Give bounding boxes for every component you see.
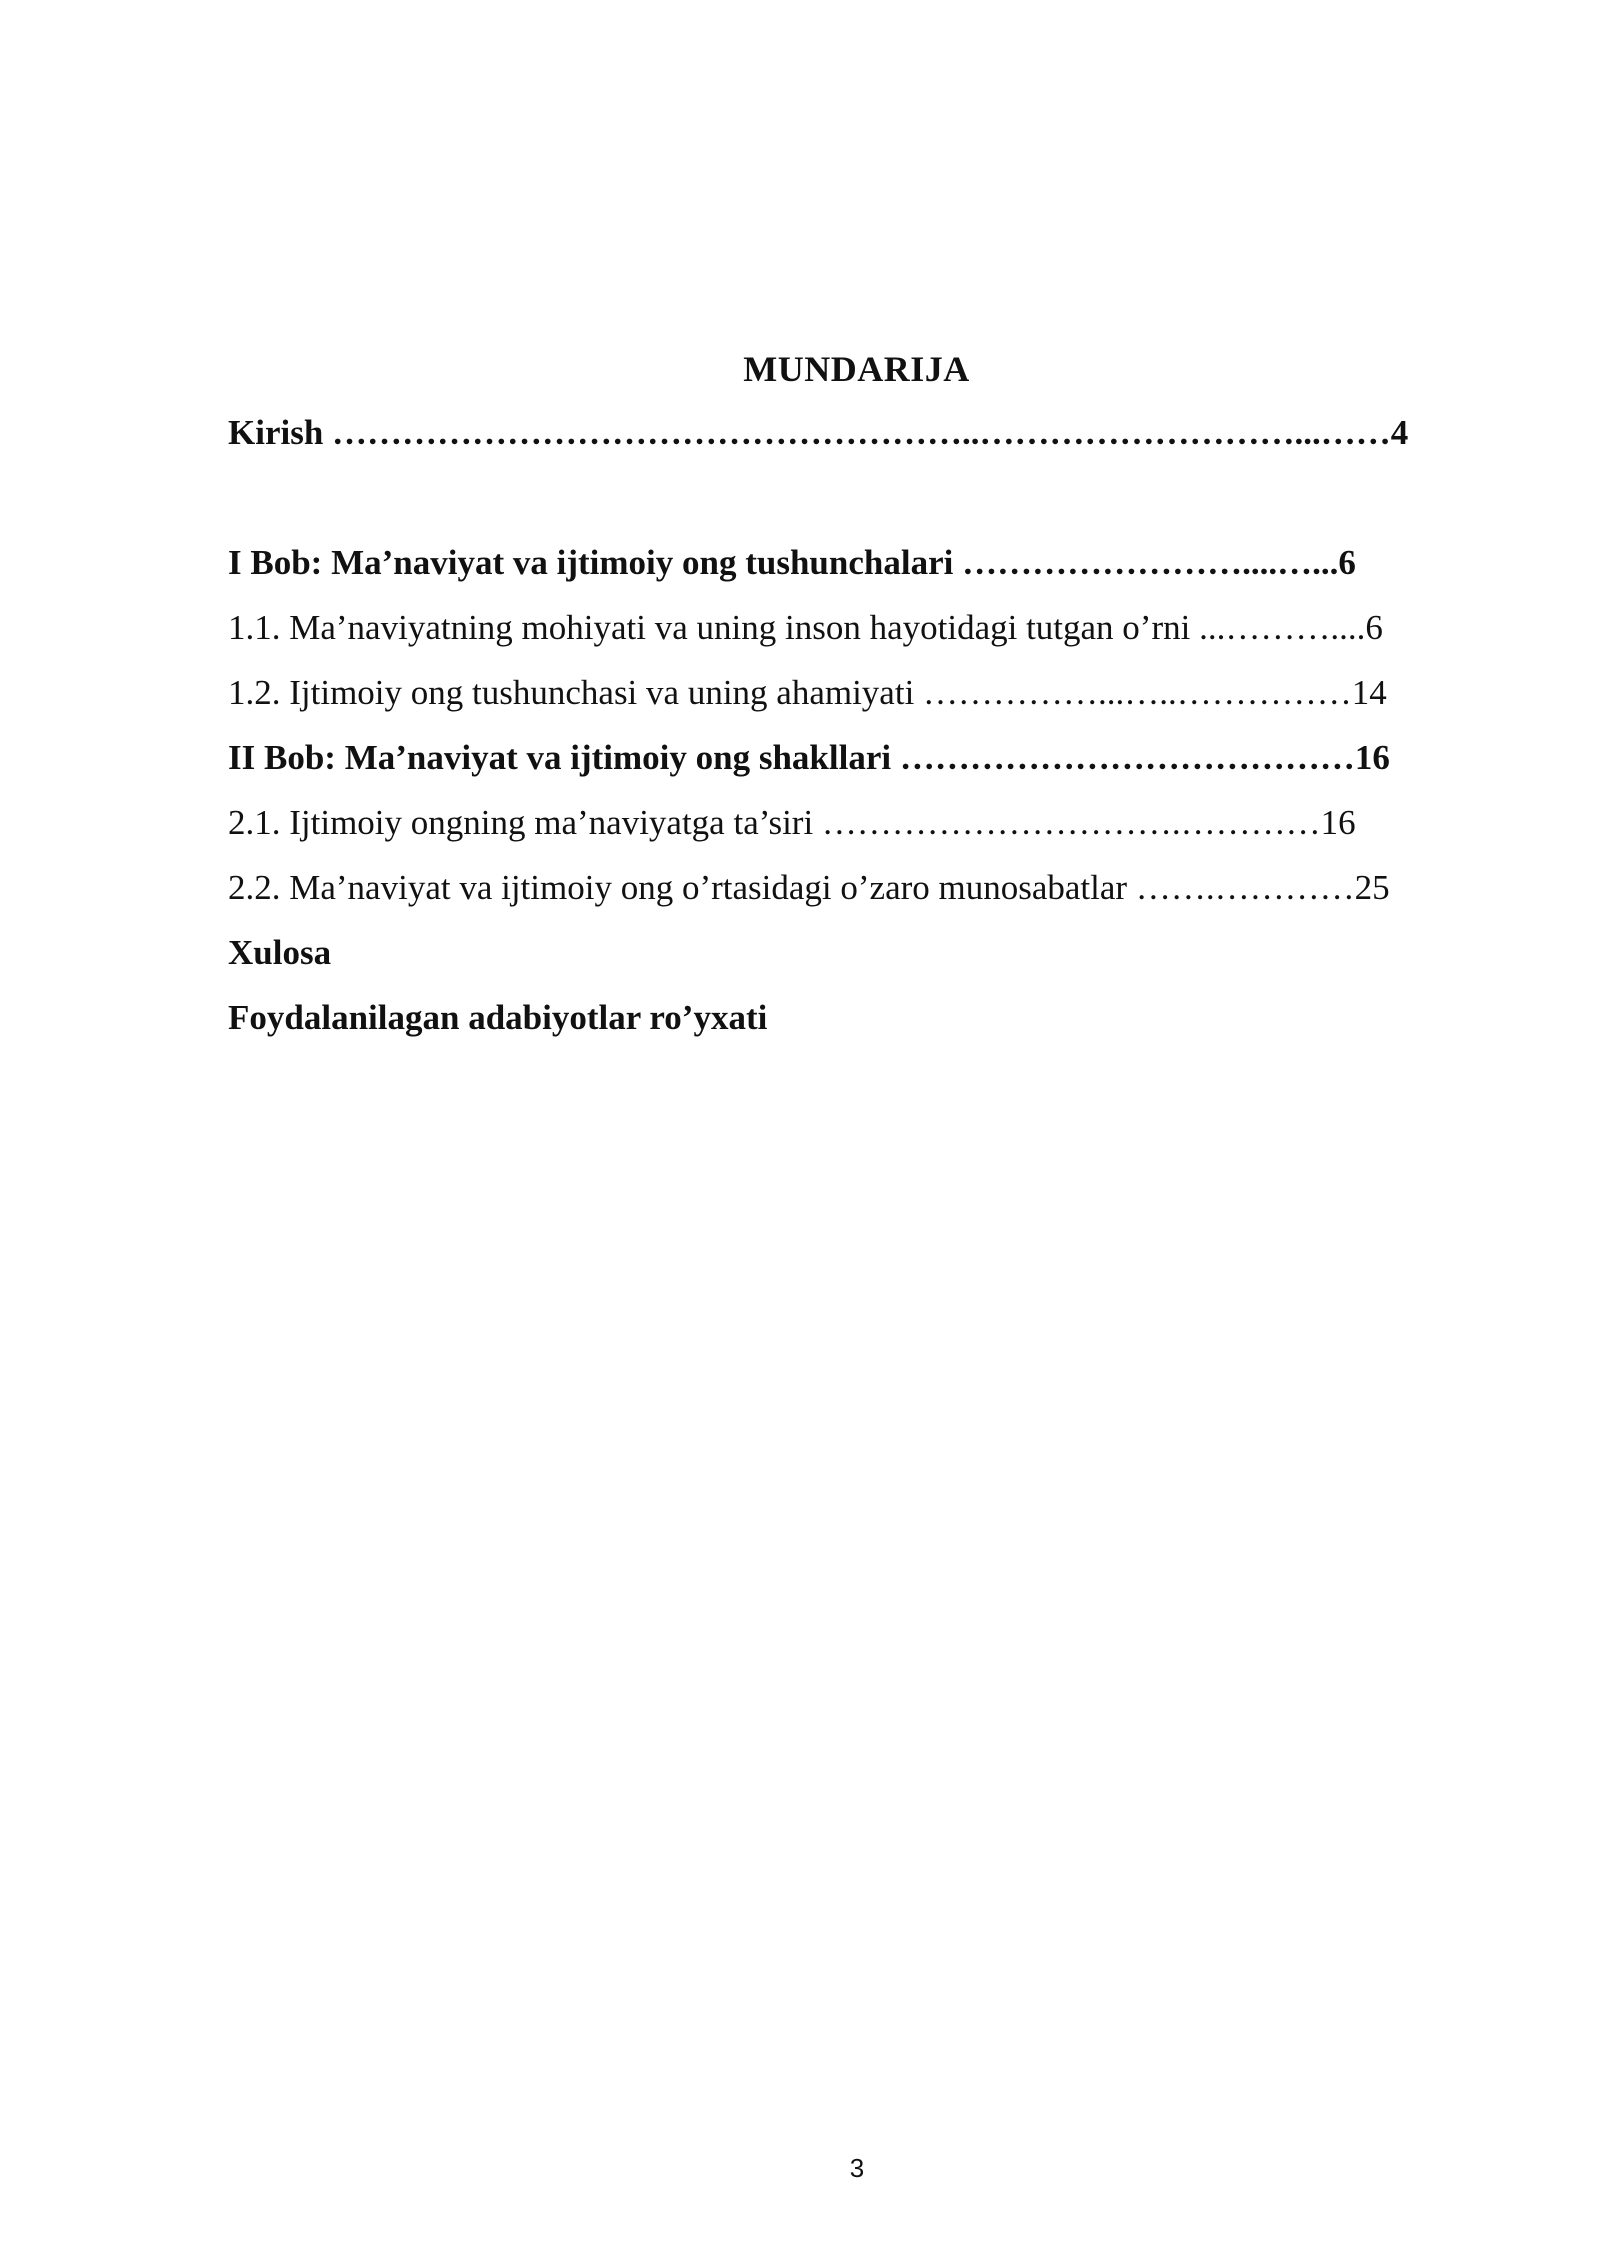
toc-entry-chapter-1: I Bob: Ma’naviyat va ijtimoiy ong tushunchalari ……………………....…...6 — [228, 543, 1356, 582]
page-number: 3 — [849, 2153, 865, 2183]
toc-entry-section-1-1: 1.1. Ma’naviyatning mohiyati va uning inson hayotidagi tutgan o’rni ...………....6 — [228, 608, 1383, 647]
toc-entry-section-1-2: 1.2. Ijtimoiy ong tushunchasi va uning ahamiyati ……………...…..……………14 — [228, 673, 1387, 712]
toc-entry-section-2-2: 2.2. Ma’naviyat va ijtimoiy ong o’rtasidagi o’zaro munosabatlar …….…………25 — [228, 868, 1390, 907]
toc-entry-kirish: Kirish ………………………………………………..………………………...……4 — [228, 413, 1409, 452]
toc-entry-xulosa: Xulosa — [228, 933, 332, 972]
toc-entry-section-2-1: 2.1. Ijtimoiy ongning ma’naviyatga ta’siri ………………………….…………16 — [228, 803, 1356, 842]
toc-entry-references: Foydalanilagan adabiyotlar ro’yxati — [228, 998, 768, 1037]
toc-title: MUNDARIJA — [743, 349, 970, 389]
toc-entry-chapter-2: II Bob: Ma’naviyat va ijtimoiy ong shakllari …………………………………16 — [228, 738, 1390, 777]
